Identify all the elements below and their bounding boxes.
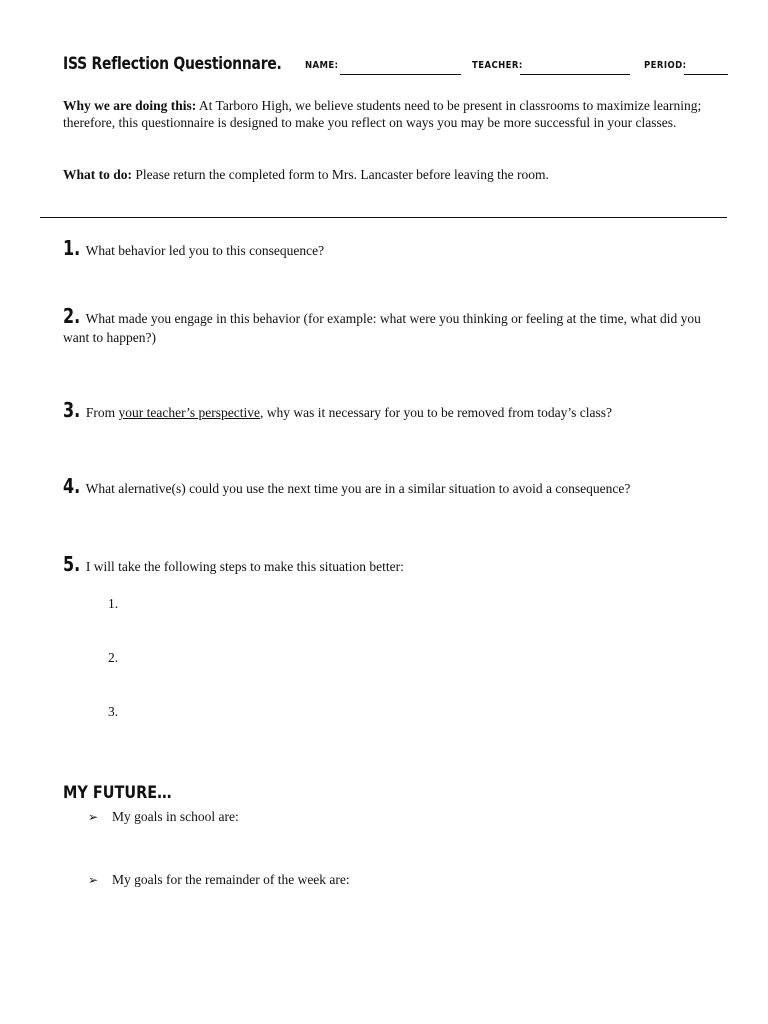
goal-item-school — [88, 809, 239, 825]
why-label: Why we are doing this: — [63, 98, 197, 113]
goal-item-week — [88, 872, 350, 888]
goal-text: My goals in school are: — [112, 809, 239, 824]
goal-text: My goals for the remainder of the week are: — [112, 872, 350, 887]
question-2 — [63, 304, 723, 347]
question-text: What behavior led you to this consequence? — [82, 243, 325, 258]
what-label: What to do: — [63, 167, 133, 182]
name-blank-line[interactable] — [340, 74, 461, 75]
arrow-bullet-icon: ➢ — [88, 810, 99, 824]
section-divider — [40, 217, 727, 218]
question-number: 3. — [63, 398, 81, 422]
question-number: 5. — [63, 552, 81, 576]
page-title: ISS Reflection Questionnare. — [63, 54, 282, 74]
question-number: 2. — [63, 304, 81, 328]
period-label: PERIOD: — [644, 60, 687, 71]
question-number: 1. — [63, 236, 81, 260]
question-5 — [63, 552, 723, 576]
question-3 — [63, 398, 723, 422]
question-text-post: , why was it necessary for you to be removed from today’s class? — [259, 405, 612, 420]
question-text-pre: From — [82, 405, 119, 420]
question-text: What alernative(s) could you use the next time you are in a similar situation to avoid a consequence? — [82, 481, 631, 496]
arrow-bullet-icon: ➢ — [88, 873, 99, 887]
what-to-do-paragraph — [63, 166, 713, 183]
question-1 — [63, 236, 723, 260]
question-text: What made you engage in this behavior (for example: what were you thinking or feeling at the time, what did you want to happen?) — [63, 311, 701, 345]
teacher-blank-line[interactable] — [520, 74, 630, 75]
question-number: 4. — [63, 474, 81, 498]
what-text: Please return the completed form to Mrs. Lancaster before leaving the room. — [132, 167, 549, 182]
question-text-underlined: your teacher’s perspective — [118, 405, 260, 420]
teacher-label: TEACHER: — [472, 60, 523, 71]
my-future-heading: MY FUTURE… — [63, 783, 172, 803]
step-item-3: 3. — [108, 704, 119, 719]
name-label: NAME: — [305, 60, 339, 71]
why-paragraph — [63, 97, 713, 131]
step-item-1: 1. — [108, 596, 119, 611]
step-item-2: 2. — [108, 650, 119, 665]
why-text: At Tarboro High, we believe students need to be present in classrooms to maximize learning; therefore, this questionnaire is designed to make you reflect on ways you may be more successful in your classes. — [63, 98, 702, 130]
question-text: I will take the following steps to make this situation better: — [82, 559, 404, 574]
period-blank-line[interactable] — [684, 74, 728, 75]
question-4 — [63, 474, 723, 498]
